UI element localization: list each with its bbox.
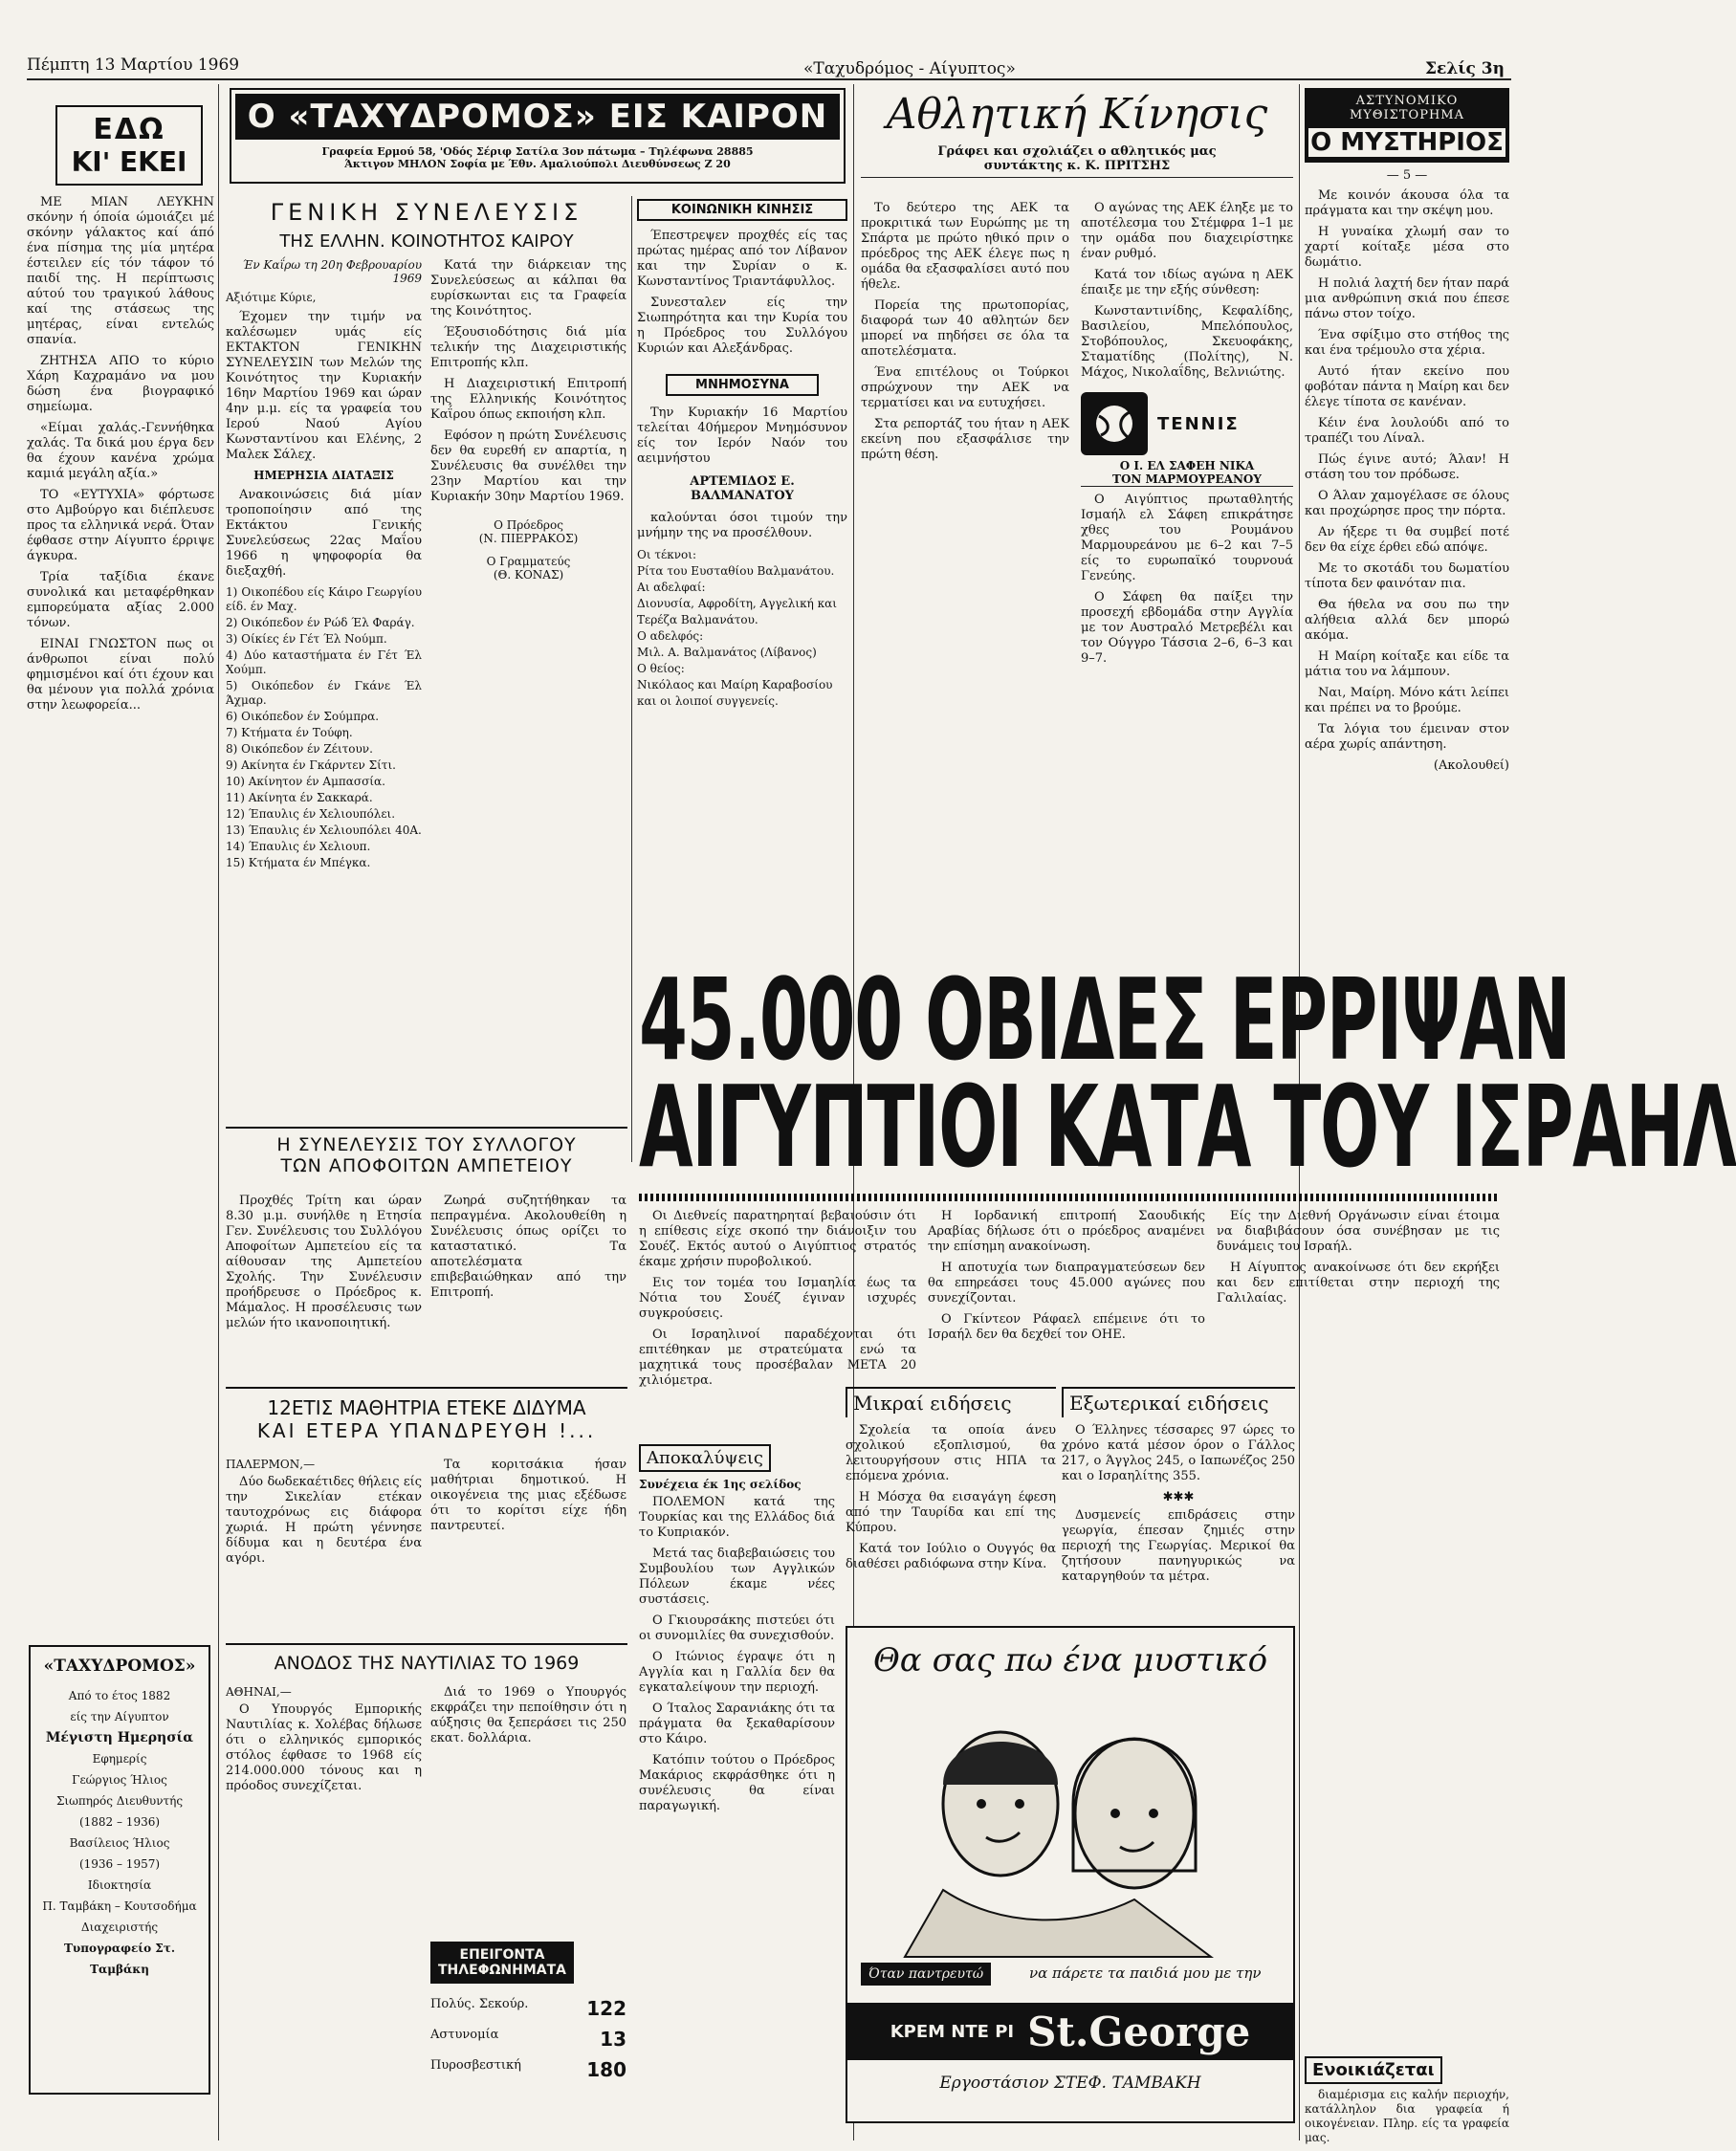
- issue-date: Πέμπτη 13 Μαρτίου 1969: [27, 55, 240, 75]
- alumni-column-1: [226, 1194, 422, 1337]
- paragraph: Ζωηρά συζητήθηκαν τα πεπραγμένα. Ακολουθείθη η Συνέλευσις όπως ορίζει το καταστατικό. Τα αποτελέσματα επιβεβαιώθηκαν από την Επιτροπή.: [430, 1194, 626, 1300]
- paragraph: Κατόπιν τούτου ο Πρόεδρος Μακάριος εκφράσθηκε ότι η συνέλευσις θα είναι παραγωγική.: [639, 1753, 835, 1813]
- phone-number: 122: [586, 1997, 626, 2020]
- paragraph: Ο αγώνας της ΑΕΚ έληξε με το αποτέλεσμα του Στέμφρα 1–1 με την ομάδα που διαχειρίστηκε έναν ρυθμό.: [1081, 201, 1293, 261]
- tennis-headline: Ο Ι. ΕΛ ΣΑΦΕΗ ΝΙΚΑ: [1119, 459, 1255, 472]
- paragraph: Κατά την διάρκειαν της Συνελεύσεως αι κάλπαι θα ευρίσκωνται εις τα Γραφεία της Κοινότητος.: [430, 258, 626, 318]
- paragraph: Τρία ταξίδια έκανε συνολικά και μεταφέρθηκαν εμπορεύματα αξίας 2.000 τόνων.: [27, 570, 214, 630]
- family-line: Ρίτα του Ευσταθίου Βαλμανάτου.: [637, 564, 835, 578]
- ad-brand: St.George: [1027, 2008, 1251, 2055]
- masthead-line: Εφημερίς: [92, 1752, 147, 1766]
- masthead-line: Ιδιοκτησία: [87, 1878, 152, 1892]
- paragraph: Ο Ίταλος Σαρανιάκης ότι τα πράγματα θα ξεκαθαρίσουν στο Κάιρο.: [639, 1701, 835, 1746]
- shipping-column-2: [430, 1685, 626, 1752]
- serial-genre: ΑΣΤΥΝΟΜΙΚΟ: [1355, 94, 1459, 108]
- ad-banner: [847, 2003, 1293, 2060]
- family-line: Ο αδελφός:: [637, 629, 704, 643]
- classified-rent: [1305, 2056, 1509, 2151]
- athletics-column-1: [861, 201, 1069, 469]
- assembly-agenda-label: ΗΜΕΡΗΣΙΑ ΔΙΑΤΑΞΙΣ: [253, 469, 394, 482]
- paragraph: Ο Αιγύπτιος πρωταθλητής Ισμαήλ ελ Σάφεη επικράτησε χθες του Ρουμάνου Μαρμουρεάνου με 6–2 και 7–5 είς το ευρωπαϊκό τουρνουά Γενεύης.: [1081, 493, 1293, 583]
- schoolgirl-column-2: [430, 1458, 626, 1540]
- masthead-line: Γεώργιος Ήλιος: [72, 1773, 167, 1787]
- ad-illustration-icon: [847, 1679, 1293, 1957]
- paragraph: Δυσμενείς επιδράσεις στην γεωργία, έπεσαν ζημιές στην περιοχή της Γεωργίας. Μερικοί θα ζητήσουν πανηγυρικώς να καταργηθούν τα μέτρα.: [1062, 1508, 1295, 1584]
- serial-continued: (Ακολουθεί): [1433, 758, 1509, 773]
- phone-row: [430, 1997, 626, 2020]
- athletics-byline: Γράφει και σχολιάζει ο αθλητικός μας: [937, 144, 1217, 159]
- left-column-title-2: ΚΙ' ΕΚΕΙ: [71, 146, 187, 178]
- paragraph: Η Μόσχα θα εισαγάγη έφεση από την Ταυρίδα και επί της Κύπρου.: [846, 1490, 1056, 1535]
- paragraph: Εις τον τομέα του Ισμαηλία έως τα Νότια του Σουέζ έγιναν ισχυρές συγκρούσεις.: [639, 1276, 916, 1321]
- list-item: 2) Οικόπεδον έν Ρώδ Έλ Φαράγ.: [226, 616, 415, 629]
- revelations: [639, 1444, 835, 1820]
- paragraph: Είς την Διεθνή Οργάνωσιν είναι έτοιμα να διαβιβάσουν όσα συνέβησαν με τις δυνάμεις του Ισραήλ.: [1217, 1209, 1500, 1254]
- athletics-section: [861, 90, 1293, 178]
- serial-header: [1305, 88, 1509, 163]
- serial-title: Ο ΜΥΣΤΗΡΙΟΣ: [1308, 128, 1505, 157]
- community-news: [637, 199, 847, 710]
- masthead-line: (1936 – 1957): [78, 1857, 161, 1871]
- revelations-title: Αποκαλύψεις: [639, 1444, 771, 1472]
- list-item: 9) Ακίνητα έν Γκάρντεν Σίτι.: [226, 758, 396, 772]
- foreign-news-title: Εξωτερικαί ειδήσεις: [1062, 1387, 1295, 1417]
- paragraph: Θα ήθελα να σου πω την αλήθεια αλλά δεν μπορώ ακόμα.: [1305, 598, 1509, 643]
- paragraph: Η Διαχειριστική Επιτροπή της Ελληνικής Κοινότητος Καΐρου όπως εκποιήση κλπ.: [430, 377, 626, 422]
- assembly-title-block: [226, 199, 627, 252]
- list-item: 4) Δύο καταστήματα έν Γέτ Έλ Χούμπ.: [226, 648, 422, 676]
- family-line: Ο θείος:: [637, 662, 685, 675]
- headline-rule: [639, 1194, 1500, 1201]
- community-news-title: ΚΟΙΝΩΝΙΚΗ ΚΙΝΗΣΙΣ: [637, 199, 847, 221]
- list-item: 15) Κτήματα έν Μπέγκα.: [226, 856, 371, 869]
- list-item: 13) Έπαυλις έν Χελιουπόλει 40Α.: [226, 823, 422, 837]
- shipping-column-1: [226, 1685, 422, 1800]
- alumni-column-2: [430, 1194, 626, 1306]
- list-item: 8) Οικόπεδον έν Ζέιτουν.: [226, 742, 373, 756]
- paragraph: Πώς έγινε αυτό; Άλαν! Η στάση του τον πρόδωσε.: [1305, 452, 1509, 482]
- list-item: 11) Ακίνητα έν Σακκαρά.: [226, 791, 373, 804]
- emergency-phones: [430, 1942, 626, 2081]
- schoolgirl-title-block: [226, 1387, 627, 1442]
- assembly-salutation: Αξιότιμε Κύριε,: [226, 291, 317, 304]
- tennis-label: ΤΕΝΝΙΣ: [1157, 413, 1240, 434]
- advertisement-st-george: [846, 1626, 1295, 2123]
- small-news-title: Μικραί ειδήσεις: [846, 1387, 1056, 1417]
- alumni-title-2: ΤΩΝ ΑΠΟΦΟΙΤΩΝ ΑΜΠΕΤΕΙΟΥ: [280, 1155, 573, 1176]
- left-column-text: [27, 195, 214, 713]
- paragraph: Σχολεία τα οποία άνευ σχολικού εξοπλισμού, θα λειτουργήσουν στις ΗΠΑ τα επόμενα χρόνια.: [846, 1423, 1056, 1483]
- shipping-title: ΑΝΟΔΟΣ ΤΗΣ ΝΑΥΤΙΛΙΑΣ ΤΟ 1969: [274, 1653, 580, 1674]
- cairo-masthead-title: Ο «ΤΑΧΥΔΡΟΜΟΣ» ΕΙΣ ΚΑΙΡΟΝ: [235, 94, 840, 140]
- classified-rent-title: Ενοικιάζεται: [1305, 2056, 1442, 2084]
- paragraph: Έχομεν την τιμήν να καλέσωμεν υμάς είς ΕΚΤΑΚΤΟΝ ΓΕΝΙΚΗΝ ΣΥΝΕΛΕΥΣΙΝ των Μελών της Κοινότητος την Κυριακήν 16ην Μαρτίου 1969 και ώραν 4ην μ.μ. είς τα γραφεία του Ιερού Ναού Αγίου Κωνσταντίνου και Ελένης, 2 Μαλεκ Σάλεχ.: [226, 310, 422, 462]
- paragraph: Ναι, Μαίρη. Μόνο κάτι λείπει και πρέπει να το βρούμε.: [1305, 686, 1509, 715]
- assembly-secretary-label: Ο Γραμματεύς: [486, 555, 571, 568]
- list-item: 6) Οικόπεδον έν Σούμπρα.: [226, 710, 380, 723]
- paragraph: Κατά τον Ιούλιο ο Ουγγός θα διαθέσει ραδιόφωνα στην Κίνα.: [846, 1542, 1056, 1571]
- tennis-header: [1081, 392, 1293, 455]
- paragraph: Έπεστρεψεν προχθές είς τας πρώτας ημέρας από τον Λίβανον και την Συρίαν ο κ. Κωνσταντίνος Τριαντάφυλλος.: [637, 229, 847, 289]
- masthead-box-title: «ΤΑΧΥΔΡΟΜΟΣ»: [43, 1657, 196, 1676]
- paragraph: Διά το 1969 ο Υπουργός εκφράζει την πεποίθησιν ότι η αύξησις θα ξεπεράσει τις 250 εκατ. δολλάρια.: [430, 1685, 626, 1745]
- masthead-box-lines: [36, 1685, 203, 1980]
- paragraph: «Είμαι χαλάς.-Γεννήθηκα χαλάς. Τα δικά μου έργα δεν θα έχουν κανένα χρώμα καμιά μεγάλη αξία.»: [27, 421, 214, 481]
- page-number: Σελίς 3η: [1425, 59, 1505, 78]
- paragraph: Οι Ισραηλινοί παραδέχονται ότι επιτέθηκαν με στρατεύματα ενώ τα μαχητικά τους προσέβαλαν ΜΕΤΑ 20 χιλιόμετρα.: [639, 1328, 916, 1388]
- paragraph: Ανακοινώσεις διά μίαν τροποποίησιν από της Εκτάκτου Γενικής Συνελεύσεως 22ας Μαΐου 1966 η ψηφοφορία θα διεξαχθή.: [226, 488, 422, 579]
- ad-headline: Θα σας πω ένα μυστικό: [872, 1641, 1268, 1679]
- classified-rent-text: διαμέρισμα εις καλήν περιοχήν, κατάλληλον δια γραφεία ή οικογένειαν. Πληρ. είς τα γραφεία μας.: [1305, 2088, 1509, 2144]
- phone-number: 13: [600, 2028, 626, 2051]
- paragraph: Έξουσιοδότησις διά μία τελικήν της Διαχειριστικής Επιτροπής κλπ.: [430, 325, 626, 370]
- phone-number: 180: [586, 2058, 626, 2081]
- shipping-dateline: ΑΘΗΝΑΙ,—: [226, 1685, 292, 1699]
- emergency-phones-title-1: ΕΠΕΙΓΟΝΤΑ: [459, 1947, 545, 1963]
- paragraph: Εφόσον η πρώτη Συνέλευσις δεν θα ευρεθή εν απαρτία, η Συνέλευσις θα συνέλθει την 23ην Μαρτίου και την Κυριακήν 30ην Μαρτίου 1969.: [430, 428, 626, 504]
- cairo-masthead-sub-2: Άκτιγον ΜΗΛΟΝ Σοφία με Έθν. Αμαλιούπολι Διευθύνσεως Ζ 20: [344, 158, 731, 170]
- masthead-line: Διαχειριστής: [80, 1921, 159, 1934]
- main-headline-line-2: ΑΙΓΥΠΤΙΟΙ ΚΑΤΑ ΤΟΥ ΙΣΡΑΗΛ: [639, 1061, 1736, 1193]
- paragraph: Την Κυριακήν 16 Μαρτίου τελείται 40ήμερον Μνημόσυνον είς τον Ιερόν Ναόν του αειμνήστου: [637, 406, 847, 466]
- paragraph: Ένα σφίξιμο στο στήθος της και ένα τρέμουλο στα χέρια.: [1305, 328, 1509, 358]
- emergency-phones-list: [430, 1997, 626, 2081]
- paragraph: Ο Σάφεη θα παίξει την προσεχή εβδομάδα στην Αγγλία με τον Αυστραλό Μετρεβέλι και τον Ούγγρο Τάσσια 2–6, 6–3 και 9–7.: [1081, 590, 1293, 666]
- paragraph: ΠΟΛΕΜΟΝ κατά της Τουρκίας και της Ελλάδος διά το Κυπριακόν.: [639, 1495, 835, 1540]
- list-item: 5) Οικόπεδον έν Γκάνε Έλ Άχμαρ.: [226, 679, 422, 707]
- masthead-line: Από το έτος 1882: [68, 1689, 171, 1702]
- assembly-dateline: Έν Καΐρω τη 20η Φεβρουαρίου 1969: [242, 258, 422, 285]
- assembly-column-1: [226, 258, 422, 872]
- paragraph: Με κοινόν άκουσα όλα τα πράγματα και την σκέψη μου.: [1305, 188, 1509, 218]
- headline-column-3: [1217, 1209, 1500, 1312]
- column-rule: [631, 196, 632, 1162]
- family-line: Νικόλαος και Μαίρη Καραβοσίου και οι λοιποί συγγενείς.: [637, 678, 833, 708]
- shipping-title-block: [226, 1643, 627, 1674]
- serial-story: [1305, 88, 1509, 773]
- assembly-agenda-list: [226, 585, 422, 870]
- serial-chapter: — 5 —: [1386, 168, 1428, 183]
- paragraph: Ο Έλληνες τέσσαρες 97 ώρες το χρόνο κατά μέσον όρον ο Γάλλος 217, ο Άγγλος 245, ο Ιαπωνέζος 250 και ο Ισραηλίτης 355.: [1062, 1423, 1295, 1483]
- paragraph: Η Μαίρη κοίταξε και είδε τα μάτια του να λάμπουν.: [1305, 649, 1509, 679]
- family-line: Μιλ. Α. Βαλμανάτος (Λίβανος): [637, 646, 817, 659]
- alumni-title: Η ΣΥΝΕΛΕΥΣΙΣ ΤΟΥ ΣΥΛΛΟΓΟΥ: [276, 1134, 577, 1155]
- paragraph: Αυτό ήταν εκείνο που φοβόταν πάντα η Μαίρη και δεν έλεγε τίποτα σε κανέναν.: [1305, 364, 1509, 409]
- paragraph: Οι Διεθνείς παρατηρηταί βεβαιούσιν ότι η επίθεσις είχε σκοπό την διάνοιξιν του Σουέζ. Εκτός αυτού ο Αιγύπτιος στρατός έκαμε χρήσιν πυροβολικού.: [639, 1209, 916, 1269]
- paragraph: Ο Υπουργός Εμπορικής Ναυτιλίας κ. Χολέβας δήλωσε ότι ο ελληνικός εμπορικός στόλος έφθασε το 1968 είς 214.000.000 τόνους και η πρόοδος συνεχίζεται.: [226, 1702, 422, 1793]
- paragraph: Η αποτυχία των διαπραγματεύσεων δεν θα επηρεάσει τους 45.000 αγώνες που συνεχίζονται.: [928, 1261, 1205, 1306]
- paragraph: Τα κοριτσάκια ήσαν μαθήτριαι δημοτικού. Η οικογένεια της μιας εξέδωσε ότι το κορίτσι είχε ήδη παντρευτεί.: [430, 1458, 626, 1533]
- ad-product: ΚΡΕΜ ΝΤΕ ΡΙ: [890, 2021, 1015, 2042]
- alumni-title-block: [226, 1127, 627, 1176]
- memorial-title: ΜΝΗΜΟΣΥΝΑ: [666, 374, 819, 396]
- paragraph: Η Ιορδανική επιτροπή Σαουδικής Αραβίας δήλωσε ότι ο πρόεδρος αναμένει την επίσημη ανακοίνωση.: [928, 1209, 1205, 1254]
- phone-label: Πυροσβεστική: [430, 2058, 521, 2073]
- paragraph: Μετά τας διαβεβαιώσεις του Συμβουλίου των Αγγλικών Πόλεων έκαμε νέες συστάσεις.: [639, 1547, 835, 1607]
- masthead-line: είς την Αίγυπτον: [70, 1710, 169, 1723]
- cairo-masthead-sub: Γραφεία Ερμού 58, 'Οδός Σέριφ Σατίλα 3ον πάτωμα – Τηλέφωνα 28885: [321, 145, 754, 158]
- list-item: 1) Οικοπέδου είς Κάιρο Γεωργίου είδ. έν Μαχ.: [226, 585, 422, 613]
- assembly-subtitle: ΤΗΣ ΕΛΛΗΝ. ΚΟΙΝΟΤΗΤΟΣ ΚΑΙΡΟΥ: [279, 231, 574, 252]
- schoolgirl-title-2: ΚΑΙ ΕΤΕΡΑ ΥΠΑΝΔΡΕΥΘΗ !...: [256, 1419, 597, 1442]
- list-item: 10) Ακίνητον έν Αμπασσία.: [226, 775, 385, 788]
- schoolgirl-dateline: ΠΑΛΕΡΜΟΝ,—: [226, 1458, 316, 1471]
- family-line: Αι αδελφαί:: [637, 581, 706, 594]
- paragraph: Αν ήξερε τι θα συμβεί ποτέ δεν θα είχε έρθει εδώ απόψε.: [1305, 525, 1509, 555]
- paragraph: Κατά τον ιδίως αγώνα η ΑΕΚ έπαιξε με την εξής σύνθεση:: [1081, 268, 1293, 297]
- paragraph: Ο Γκίντεον Ράφαελ επέμεινε ότι το Ισραήλ δεν θα δεχθεί τον ΟΗΕ.: [928, 1312, 1205, 1342]
- list-item: 12) Έπαυλις έν Χελιουπόλει.: [226, 807, 396, 821]
- tennis-ball-icon: [1081, 392, 1148, 455]
- phone-label: Πολύς. Σεκούρ.: [430, 1997, 529, 2011]
- paragraph: ΤΟ «ΕΥΤΥΧΙΑ» φόρτωσε στο Αμβούργο και διέπλευσε προς τα ελληνικά νερά. Όταν έφθασε στην Αίγυπτο έρριψε άγκυρα.: [27, 488, 214, 563]
- list-item: 7) Κτήματα έν Τούφη.: [226, 726, 353, 739]
- masthead-line: Βασίλειος Ήλιος: [69, 1836, 170, 1850]
- foreign-news: [1062, 1387, 1295, 1591]
- emergency-phones-title: [430, 1942, 574, 1984]
- masthead-line: (1882 – 1936): [78, 1815, 161, 1829]
- paragraph: ΖΗΤΗΣΑ ΑΠΟ το κύριο Χάρη Καχραμάνο να μου δώση ένα βιογραφικό σημείωμα.: [27, 354, 214, 414]
- header-rule: [27, 78, 1511, 80]
- masthead-line: Τυπογραφείο Στ. Ταμβάκη: [63, 1942, 176, 1976]
- main-headline: [639, 954, 1736, 1193]
- athletics-byline-2: συντάκτης κ. Κ. ΠΡΙΤΣΗΣ: [861, 159, 1293, 178]
- masthead-line: Π. Ταμβάκη – Κουτσοδήμα: [42, 1899, 197, 1913]
- revelations-intro: Συνέχεια έκ 1ης σελίδος: [639, 1478, 802, 1491]
- memorial-family: [637, 547, 847, 710]
- paragraph: καλούνται όσοι τιμούν την μνήμην της να προσέλθουν.: [637, 511, 847, 540]
- ad-footer: Εργοστάσιον ΣΤΕΦ. ΤΑΜΒΑΚΗ: [939, 2074, 1201, 2093]
- serial-genre-2: ΜΥΘΙΣΤΟΡΗΜΑ: [1350, 108, 1464, 122]
- schoolgirl-title: 12ΕΤΙΣ ΜΑΘΗΤΡΙΑ ΕΤΕΚΕ ΔΙΔΥΜΑ: [267, 1396, 586, 1419]
- ad-badge: Όταν παντρευτώ: [861, 1963, 991, 1986]
- phone-label: Αστυνομία: [430, 2028, 499, 2042]
- paragraph: Το δεύτερο της ΑΕΚ τα προκριτικά των Ευρώπης με τη Σπάρτα με πρώτο ηθικό πριν ο πρόεδρος της ΑΕΚ έλεγε πως η ομάδα θα εξασφαλίσει αυτό που ήθελε.: [861, 201, 1069, 292]
- phone-row: [430, 2028, 626, 2051]
- assembly-column-2: [430, 258, 626, 582]
- column-rule: [218, 84, 219, 2140]
- masthead-line: Μέγιστη Ημερησία: [45, 1730, 194, 1745]
- headline-column-1: [639, 1209, 916, 1394]
- phone-row: [430, 2058, 626, 2081]
- paragraph: Στα ρεπορτάζ του ήταν η ΑΕΚ εκείνη που εξασφάλισε την πρώτη θέση.: [861, 417, 1069, 462]
- family-line: Οι τέκνοι:: [637, 548, 696, 561]
- paragraph: Πορεία της πρωτοπορίας, διαφορά των 40 αθλητών δεν μπορεί να πηδήσει σε όλα τα αποτελέσματα.: [861, 298, 1069, 359]
- deceased-name: ΑΡΤΕΜΙΔΟΣ Ε. ΒΑΛΜΑΝΑΤΟΥ: [690, 474, 795, 503]
- separator-stars: ✱✱✱: [1162, 1490, 1195, 1504]
- paragraph: Ο Άλαν χαμογέλασε σε όλους και προχώρησε προς την πόρτα.: [1305, 489, 1509, 518]
- assembly-title: ΓΕΝΙΚΗ ΣΥΝΕΛΕΥΣΙΣ: [270, 199, 583, 226]
- paragraph: Η γυναίκα χλωμή σαν το χαρτί κοίταξε μέσα στο δωμάτιο.: [1305, 225, 1509, 270]
- small-news: [846, 1387, 1056, 1578]
- main-headline-line: 45.000 ΟΒΙΔΕΣ ΕΡΡΙΨΑΝ: [639, 954, 1571, 1086]
- left-column-title: ΕΔΩ: [93, 113, 165, 146]
- assembly-president-name: (Ν. ΠΙΕΡΡΑΚΟΣ): [478, 532, 579, 545]
- tennis-headline-2: ΤΟΝ ΜΑΡΜΟΥΡΕΑΝΟΥ: [1081, 472, 1293, 487]
- masthead-line: Σιωπηρός Διευθυντής: [55, 1794, 184, 1808]
- paragraph: Κωνσταντινίδης, Κεφαλίδης, Βασιλείου, Μπελόπουλος, Στοβόπουλος, Σκευοφάκης, Σταματίδης (Πολίτης), Ν. Μάχος, Νικολαΐδης, Βελνιώτης.: [1081, 304, 1293, 380]
- paragraph: Ο Γκιουρσάκης πιστεύει ότι οι συνομιλίες θα συνεχισθούν.: [639, 1613, 835, 1643]
- paragraph: Η πολιά λαχτή δεν ήταν παρά μια ανθρώπινη σκιά που έπεσε πάνω στον τοίχο.: [1305, 276, 1509, 321]
- paper-name: «Ταχυδρόμος - Αίγυπτος»: [803, 59, 1016, 78]
- assembly-secretary-name: (Θ. ΚΟΝΑΣ): [493, 568, 564, 582]
- paragraph: Κέιν ένα λουλούδι από το τραπέζι του Λίναλ.: [1305, 416, 1509, 446]
- paragraph: ΜΕ ΜΙΑΝ ΛΕΥΚΗΝ σκόνην ή όποία ώμοιάζει μέ σκόνην γάλακτος καί άπό ένα πίσημα της μία μητέρα έστειλεν είς τόν τάφον τό παιδί της. Η περίπτωσις αύτού του τραγικού λάθους καί της στάσεως της μητέρας, είναι εντελώς σπανία.: [27, 195, 214, 347]
- left-column: [27, 86, 214, 1043]
- paragraph: Ο Ιτώνιος έγραψε ότι η Αγγλία και η Γαλλία δεν θα εγκαταλείψουν την περιοχή.: [639, 1650, 835, 1695]
- family-line: Διονυσία, Αφροδίτη, Αγγελική και Τερέζα Βαλμανάτου.: [637, 597, 837, 626]
- paragraph: Δύο δωδεκαέτιδες θήλεις είς την Σικελίαν ετέκαν ταυτοχρόνως εις διάφορα χωριά. Η πρώτη γέννησε δίδυμα και η δευτέρα ένα αγόρι.: [226, 1475, 422, 1566]
- masthead-box: [29, 1645, 210, 2095]
- serial-text: [1305, 188, 1509, 753]
- paragraph: Η Αίγυπτος ανακοίνωσε ότι δεν εκρήξει και δεν επιτίθεται στην περιοχή της Γαλιλαίας.: [1217, 1261, 1500, 1306]
- paragraph: Με το σκοτάδι του δωματίου τίποτα δεν φαινόταν πια.: [1305, 561, 1509, 591]
- left-column-title-box: [55, 105, 203, 186]
- headline-column-2: [928, 1209, 1205, 1349]
- paragraph: Προχθές Τρίτη και ώραν 8.30 μ.μ. συνήλθε η Ετησία Γεν. Συνέλευσις του Συλλόγου Αποφοίτων Αμπετείου είς τα αίθουσαν της Αμπετείου Σχολής. Την Συνέλευσιν προήδρευσε ο Πρόεδρος κ. Μάμαλος. Η προσέλευσις των μελών ήτο ικανοποιητική.: [226, 1194, 422, 1330]
- schoolgirl-column-1: [226, 1458, 422, 1572]
- list-item: 3) Οίκίες έν Γέτ Έλ Νούμπ.: [226, 632, 387, 646]
- athletics-title: Αθλητική Κίνησις: [886, 90, 1268, 139]
- emergency-phones-title-2: ΤΗΛΕΦΩΝΗΜΑΤΑ: [437, 1963, 567, 1978]
- assembly-president-label: Ο Πρόεδρος: [494, 518, 563, 532]
- cairo-masthead: [230, 88, 846, 184]
- paragraph: Τα λόγια του έμειναν στον αέρα χωρίς απάντηση.: [1305, 722, 1509, 752]
- athletics-column-2: [1081, 201, 1293, 672]
- paragraph: Συνεσταλεν είς την Σιωπηρότητα και την Κυρία του η Πρόεδρος του Συλλόγου Κυριών και Αλεξάνδρας.: [637, 296, 847, 356]
- paragraph: ΕΙΝΑΙ ΓΝΩΣΤΟΝ πως οι άνθρωποι είναι πολύ φημισμένοι καί ότι έχουν και θα μένουν για πολλά χρόνια στην λεωφορεία...: [27, 637, 214, 713]
- list-item: 14) Έπαυλις έν Χελιουπ.: [226, 840, 371, 853]
- ad-tagline: να πάρετε τα παιδιά μου με την: [1029, 1964, 1262, 1982]
- paragraph: Ένα επιτέλους οι Τούρκοι σπρώχνουν την ΑΕΚ να τερματίσει και να ευτυχήσει.: [861, 365, 1069, 410]
